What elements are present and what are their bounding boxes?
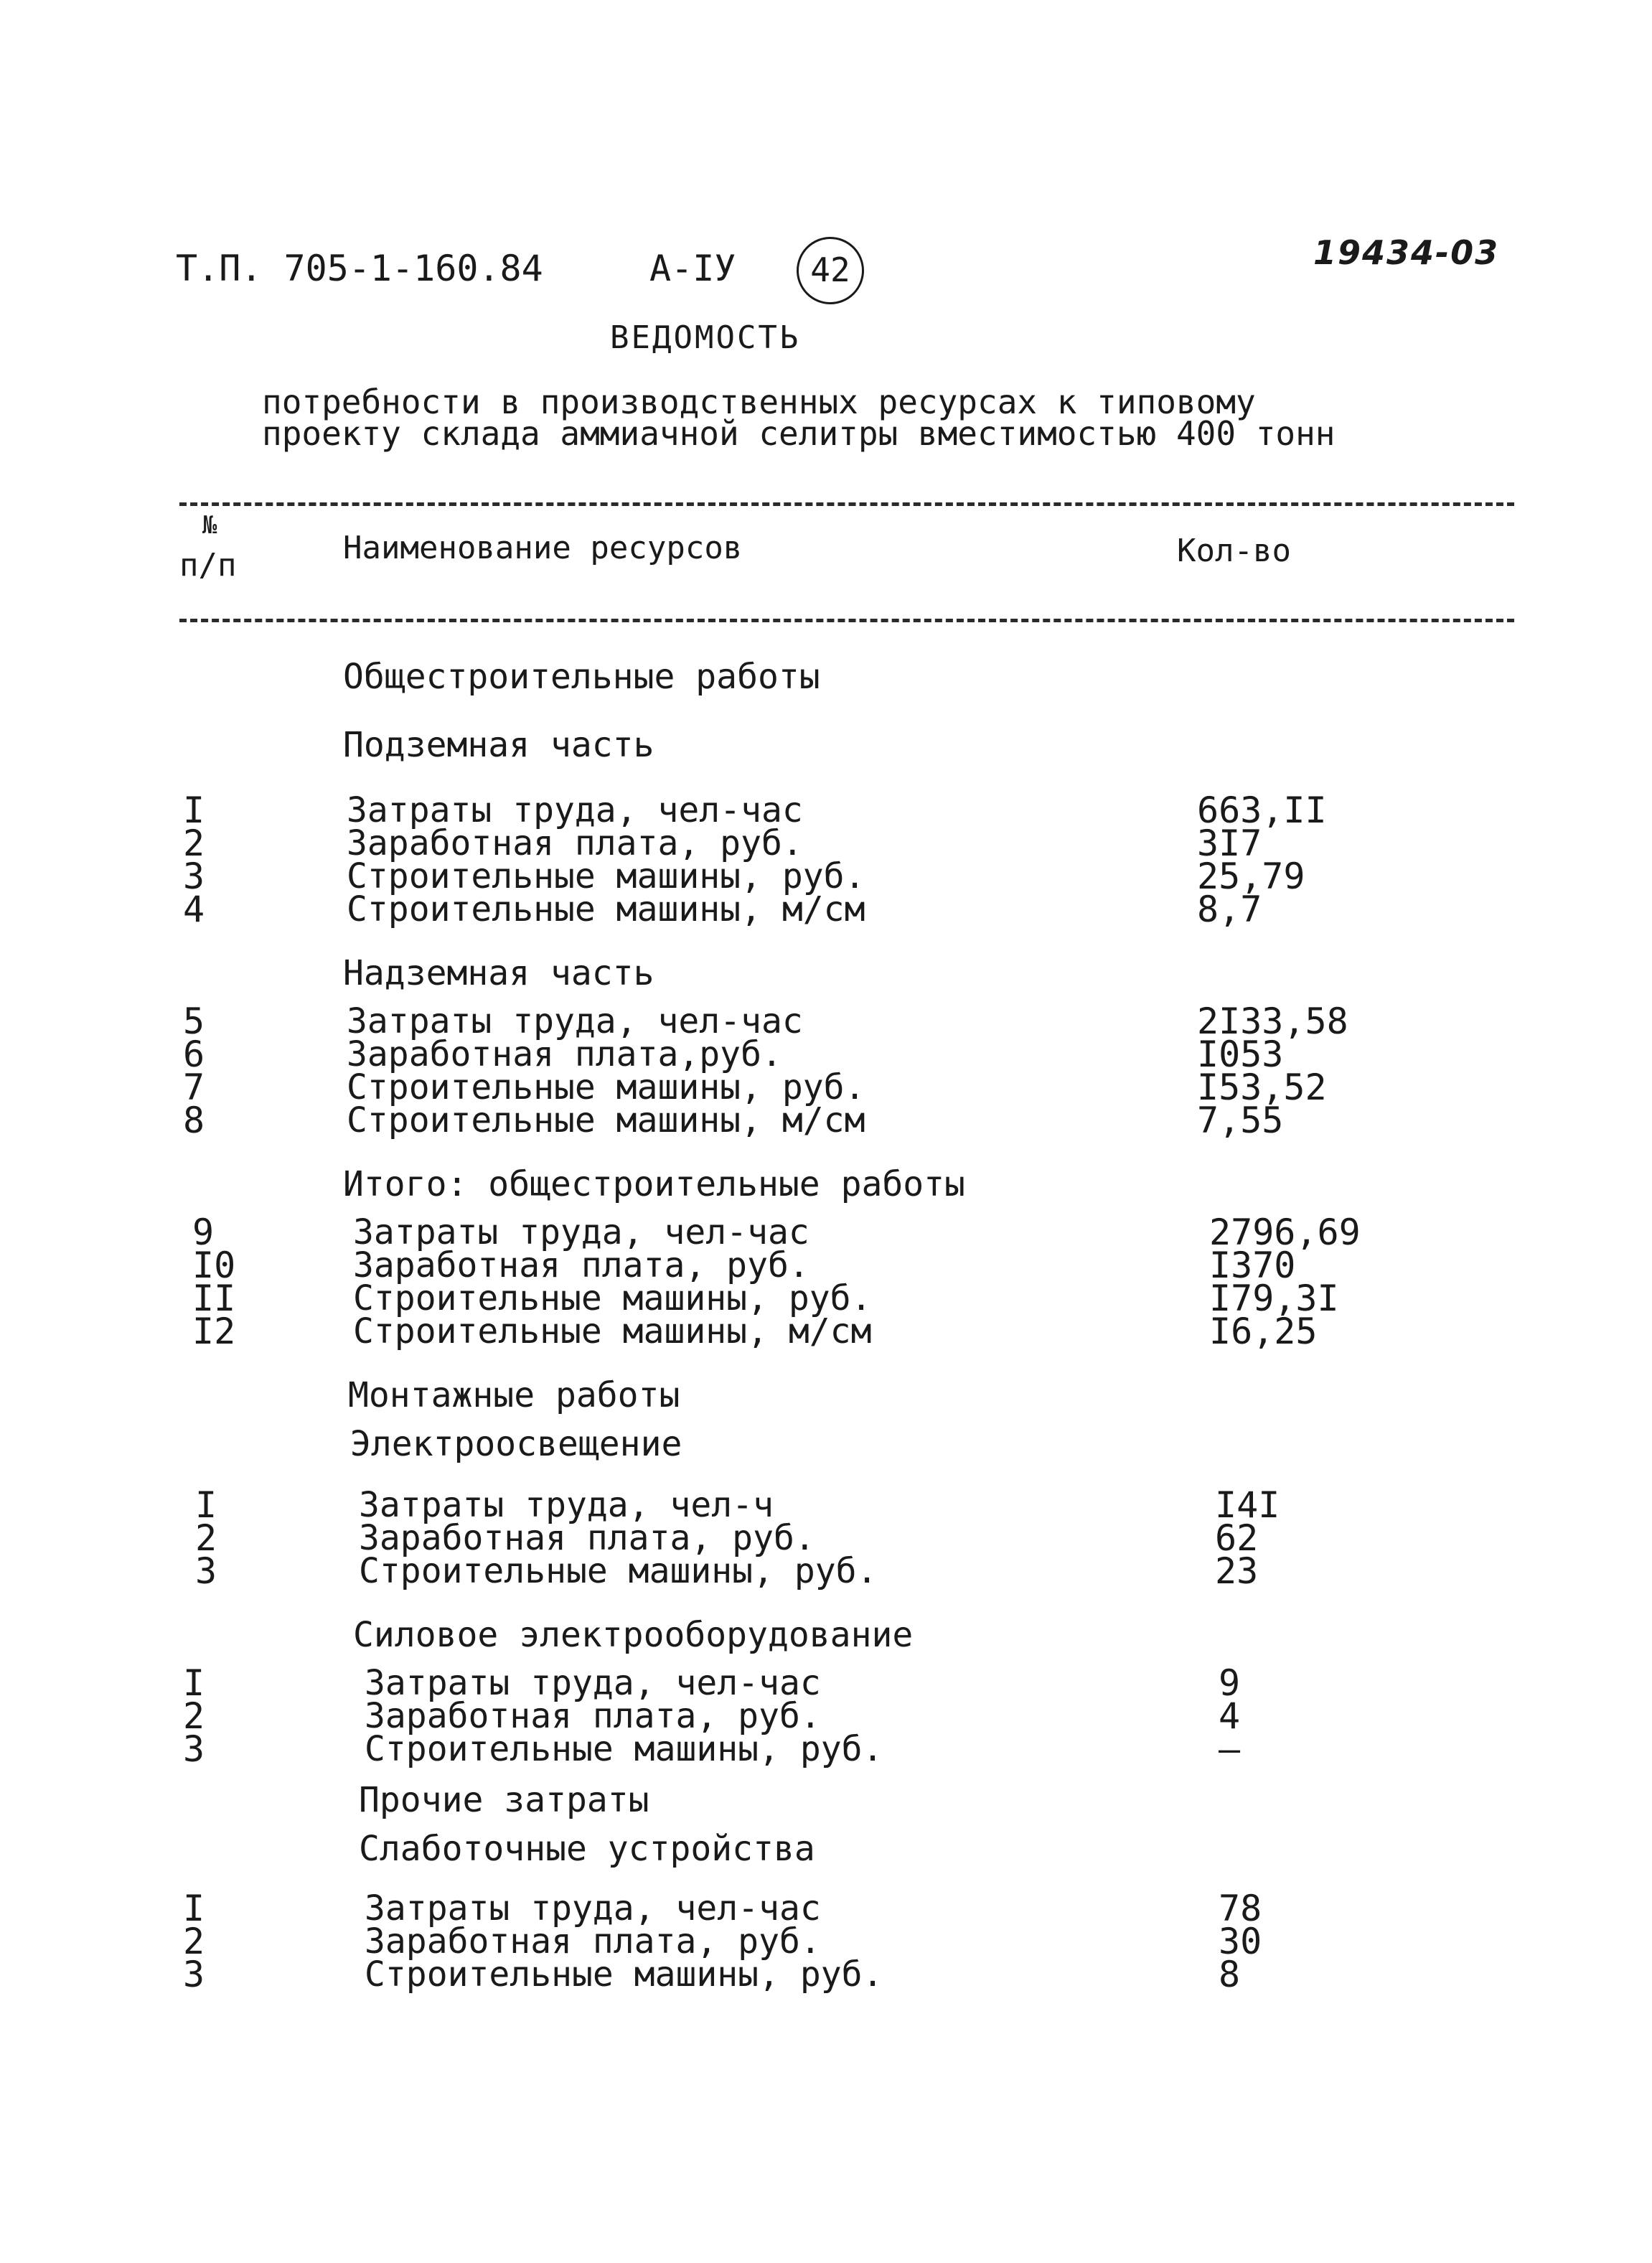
column-number-symbol: №: [202, 511, 217, 540]
table-row: [0, 1034, 1652, 1075]
row-number: 7: [183, 1067, 205, 1108]
row-number: I: [183, 1888, 205, 1929]
row-number: 4: [183, 889, 205, 930]
row-number: 3: [195, 1550, 217, 1592]
row-value: 3I7: [1197, 823, 1262, 864]
row-number: 3: [183, 1728, 205, 1770]
row-number: 2: [183, 823, 205, 864]
row-name: Строительные машины, руб.: [359, 1551, 878, 1591]
row-name: Затраты труда, чел-час: [365, 1888, 821, 1929]
section-lighting: Электроосвещение: [350, 1424, 682, 1464]
row-name: Заработная плата, руб.: [347, 823, 803, 863]
table-row: [0, 1278, 1652, 1319]
row-value: 2I33,58: [1197, 1001, 1348, 1042]
table-row: [0, 1662, 1652, 1704]
row-number: 2: [195, 1517, 217, 1559]
row-name: Заработная плата, руб.: [365, 1696, 821, 1736]
row-value: 30: [1219, 1921, 1262, 1962]
section-aboveground: Надземная часть: [343, 953, 654, 993]
row-value: I6,25: [1209, 1311, 1318, 1352]
row-value: 23: [1215, 1550, 1259, 1592]
row-name: Строительные машины, руб.: [365, 1954, 883, 1995]
table-row: [0, 889, 1652, 930]
row-number: I: [183, 790, 205, 831]
row-name: Заработная плата,руб.: [347, 1034, 782, 1074]
row-value: I053: [1197, 1034, 1284, 1075]
row-value: 4: [1219, 1695, 1241, 1737]
table-row: [0, 1921, 1652, 1962]
table-row: [0, 790, 1652, 831]
table-row: [0, 1067, 1652, 1108]
table-row: [0, 1888, 1652, 1929]
table-row: [0, 1695, 1652, 1737]
row-number: 8: [183, 1100, 205, 1141]
row-value: 8: [1219, 1954, 1241, 1995]
archive-number: 19434-03: [1313, 233, 1500, 272]
row-number: 3: [183, 1954, 205, 1995]
row-name: Строительные машины, руб.: [365, 1729, 883, 1769]
column-name-header: Наименование ресурсов: [343, 530, 743, 566]
table-row: [0, 1311, 1652, 1352]
row-name: Затраты труда, чел-час: [347, 1001, 803, 1041]
row-number: 6: [183, 1034, 205, 1075]
row-number: I: [195, 1484, 217, 1526]
section-lowcurrent: Слаботочные устройства: [359, 1829, 815, 1869]
table-row: [0, 1728, 1652, 1770]
row-name: Заработная плата, руб.: [353, 1245, 809, 1285]
document-title: ВЕДОМОСТЬ: [610, 319, 801, 356]
row-number: I2: [192, 1311, 236, 1352]
row-name: Строительные машины, м/см: [347, 1100, 865, 1140]
row-name: Строительные машины, м/см: [353, 1311, 872, 1351]
section-underground: Подземная часть: [343, 725, 654, 765]
row-name: Строительные машины, руб.: [347, 856, 865, 896]
row-name: Заработная плата, руб.: [359, 1518, 815, 1558]
row-number: 3: [183, 856, 205, 897]
row-value: –: [1219, 1728, 1241, 1770]
row-name: Затраты труда, чел-час: [365, 1663, 821, 1703]
section-other-costs: Прочие затраты: [359, 1780, 649, 1820]
row-name: Затраты труда, чел-ч: [359, 1485, 774, 1525]
table-row: [0, 1100, 1652, 1141]
table-row: [0, 1517, 1652, 1559]
row-name: Строительные машины, руб.: [353, 1278, 872, 1318]
table-row: [0, 1001, 1652, 1042]
page-number: 42: [797, 237, 864, 304]
table-row: [0, 856, 1652, 897]
table-row: [0, 1212, 1652, 1253]
section-power-equipment: Силовое электрооборудование: [353, 1615, 914, 1655]
row-value: I79,3I: [1209, 1278, 1339, 1319]
section-installation: Монтажные работы: [348, 1375, 680, 1415]
row-number: 9: [192, 1212, 215, 1253]
row-name: Затраты труда, чел-час: [347, 790, 803, 830]
row-number: I0: [192, 1245, 236, 1286]
row-value: 663,II: [1197, 790, 1327, 831]
row-number: 2: [183, 1921, 205, 1962]
table-row: [0, 1550, 1652, 1592]
row-value: 7,55: [1197, 1100, 1284, 1141]
table-header-rule: [179, 619, 1514, 622]
row-value: 2796,69: [1209, 1212, 1361, 1253]
row-value: 25,79: [1197, 856, 1305, 897]
row-name: Строительные машины, руб.: [347, 1067, 865, 1107]
page-number-circle: [797, 237, 864, 304]
table-row: [0, 1484, 1652, 1526]
row-value: 9: [1219, 1662, 1241, 1704]
document-code: Т.П. 705-1-160.84: [176, 248, 543, 289]
row-value: 62: [1215, 1517, 1259, 1559]
column-quantity-header: Кол-во: [1177, 533, 1291, 569]
subtitle-line-2: проекту склада аммиачной селитры вместимостью 400 тонн: [262, 414, 1336, 453]
row-number: I: [183, 1662, 205, 1704]
subtitle-line-1: потребности в производственных ресурсах к типовому: [262, 383, 1256, 421]
row-value: I53,52: [1197, 1067, 1327, 1108]
column-number-header: п/п: [179, 547, 237, 584]
section-total-general: Итого: общестроительные работы: [343, 1164, 965, 1204]
table-top-rule: [179, 502, 1514, 506]
row-number: II: [192, 1278, 236, 1319]
row-value: 8,7: [1197, 889, 1262, 930]
row-value: I370: [1209, 1245, 1296, 1286]
section-general-works: Общестроительные работы: [343, 657, 820, 697]
row-name: Строительные машины, м/см: [347, 889, 865, 929]
table-row: [0, 1245, 1652, 1286]
table-row: [0, 1954, 1652, 1995]
row-name: Затраты труда, чел-час: [353, 1212, 809, 1252]
row-value: I4I: [1215, 1484, 1280, 1526]
row-name: Заработная плата, руб.: [365, 1921, 821, 1962]
album-code: А-IУ: [649, 248, 736, 289]
row-number: 5: [183, 1001, 205, 1042]
row-number: 2: [183, 1695, 205, 1737]
row-value: 78: [1219, 1888, 1262, 1929]
table-row: [0, 823, 1652, 864]
